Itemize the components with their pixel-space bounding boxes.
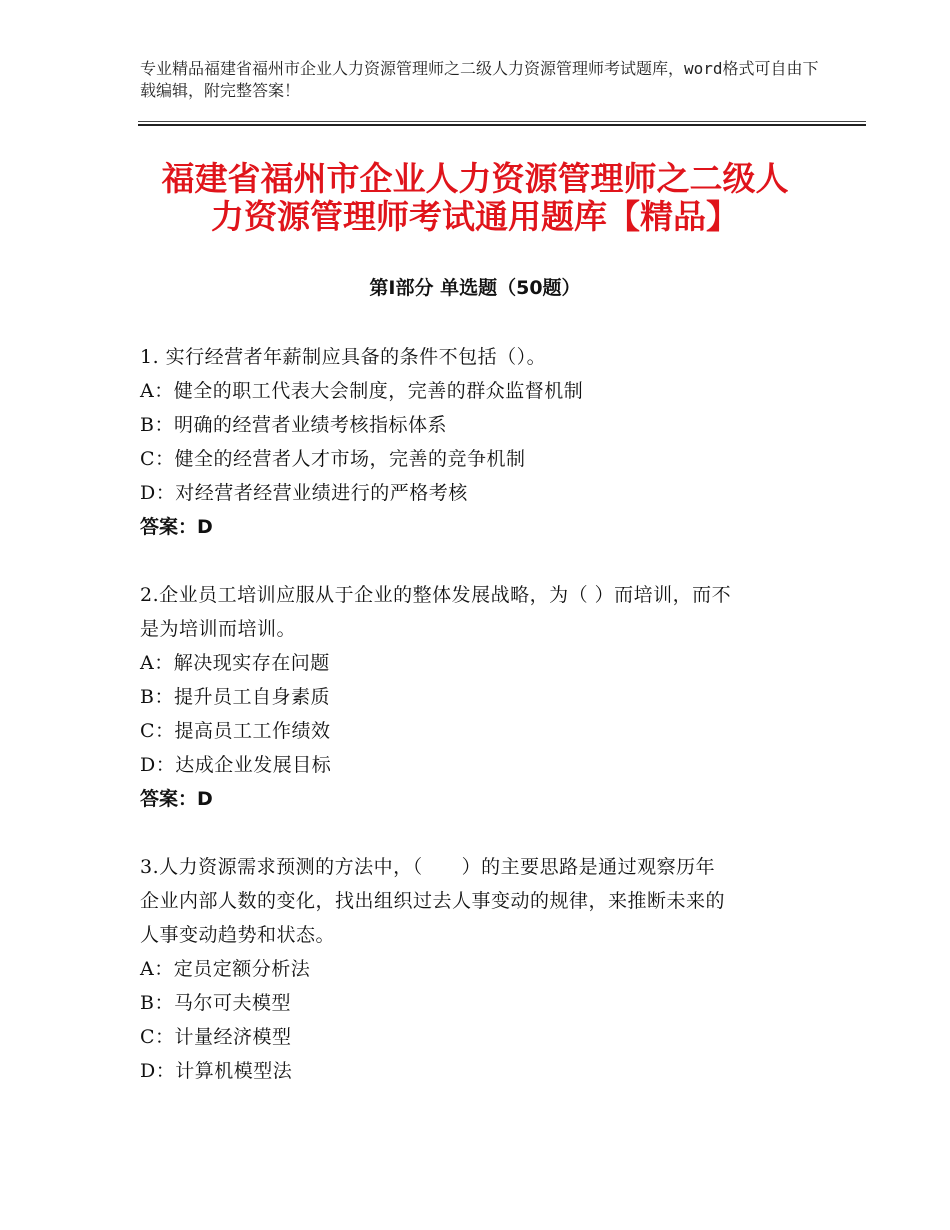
- document-title-line-1: 福建省福州市企业人力资源管理师之二级人: [161, 159, 789, 198]
- question-2-stem-line-1: 2.企业员工培训应服从于企业的整体发展战略，为（ ）而培训，而不: [140, 584, 732, 606]
- question-1: [140, 340, 810, 544]
- document-title-line-2: 力资源管理师考试通用题库【精品】: [211, 197, 739, 236]
- question-3-option-b: B：马尔可夫模型: [140, 992, 291, 1014]
- question-1-answer: 答案：D: [140, 516, 213, 538]
- question-1-option-b: B：明确的经营者业绩考核指标体系: [140, 414, 447, 436]
- question-1-option-d: D：对经营者经营业绩进行的严格考核: [140, 482, 468, 504]
- question-3: [140, 850, 810, 1088]
- question-2-option-b: B：提升员工自身素质: [140, 686, 330, 708]
- header-rule-thin: [138, 121, 866, 122]
- section-title: 第Ⅰ部分 单选题（50题）: [369, 277, 581, 299]
- question-3-option-d: D：计算机模型法: [140, 1060, 293, 1082]
- question-1-option-c: C：健全的经营者人才市场，完善的竞争机制: [140, 448, 526, 470]
- question-2-option-c: C：提高员工工作绩效: [140, 720, 331, 742]
- question-3-option-c: C：计量经济模型: [140, 1026, 292, 1048]
- question-1-stem: 1. 实行经营者年薪制应具备的条件不包括（）。: [140, 346, 547, 368]
- document-title: [100, 160, 850, 236]
- question-1-option-a: A：健全的职工代表大会制度，完善的群众监督机制: [140, 380, 584, 402]
- question-2: [140, 578, 810, 816]
- question-2-option-a: A：解决现实存在问题: [140, 652, 330, 674]
- header-rule-thick: [138, 124, 866, 126]
- header-note: 专业精品福建省福州市企业人力资源管理师之二级人力资源管理师考试题库，word格式可自由下载编辑，附完整答案！: [140, 59, 819, 100]
- question-3-stem-line-3: 人事变动趋势和状态。: [140, 924, 336, 946]
- question-3-option-a: A：定员定额分析法: [140, 958, 311, 980]
- question-2-option-d: D：达成企业发展目标: [140, 754, 332, 776]
- question-list: [140, 340, 810, 1122]
- question-2-stem-line-2: 是为培训而培训。: [140, 618, 297, 640]
- question-2-answer: 答案：D: [140, 788, 213, 810]
- question-3-stem-line-2: 企业内部人数的变化，找出组织过去人事变动的规律，来推断未来的: [140, 890, 726, 912]
- question-3-stem-line-1: 3.人力资源需求预测的方法中，（ ）的主要思路是通过观察历年: [140, 856, 716, 878]
